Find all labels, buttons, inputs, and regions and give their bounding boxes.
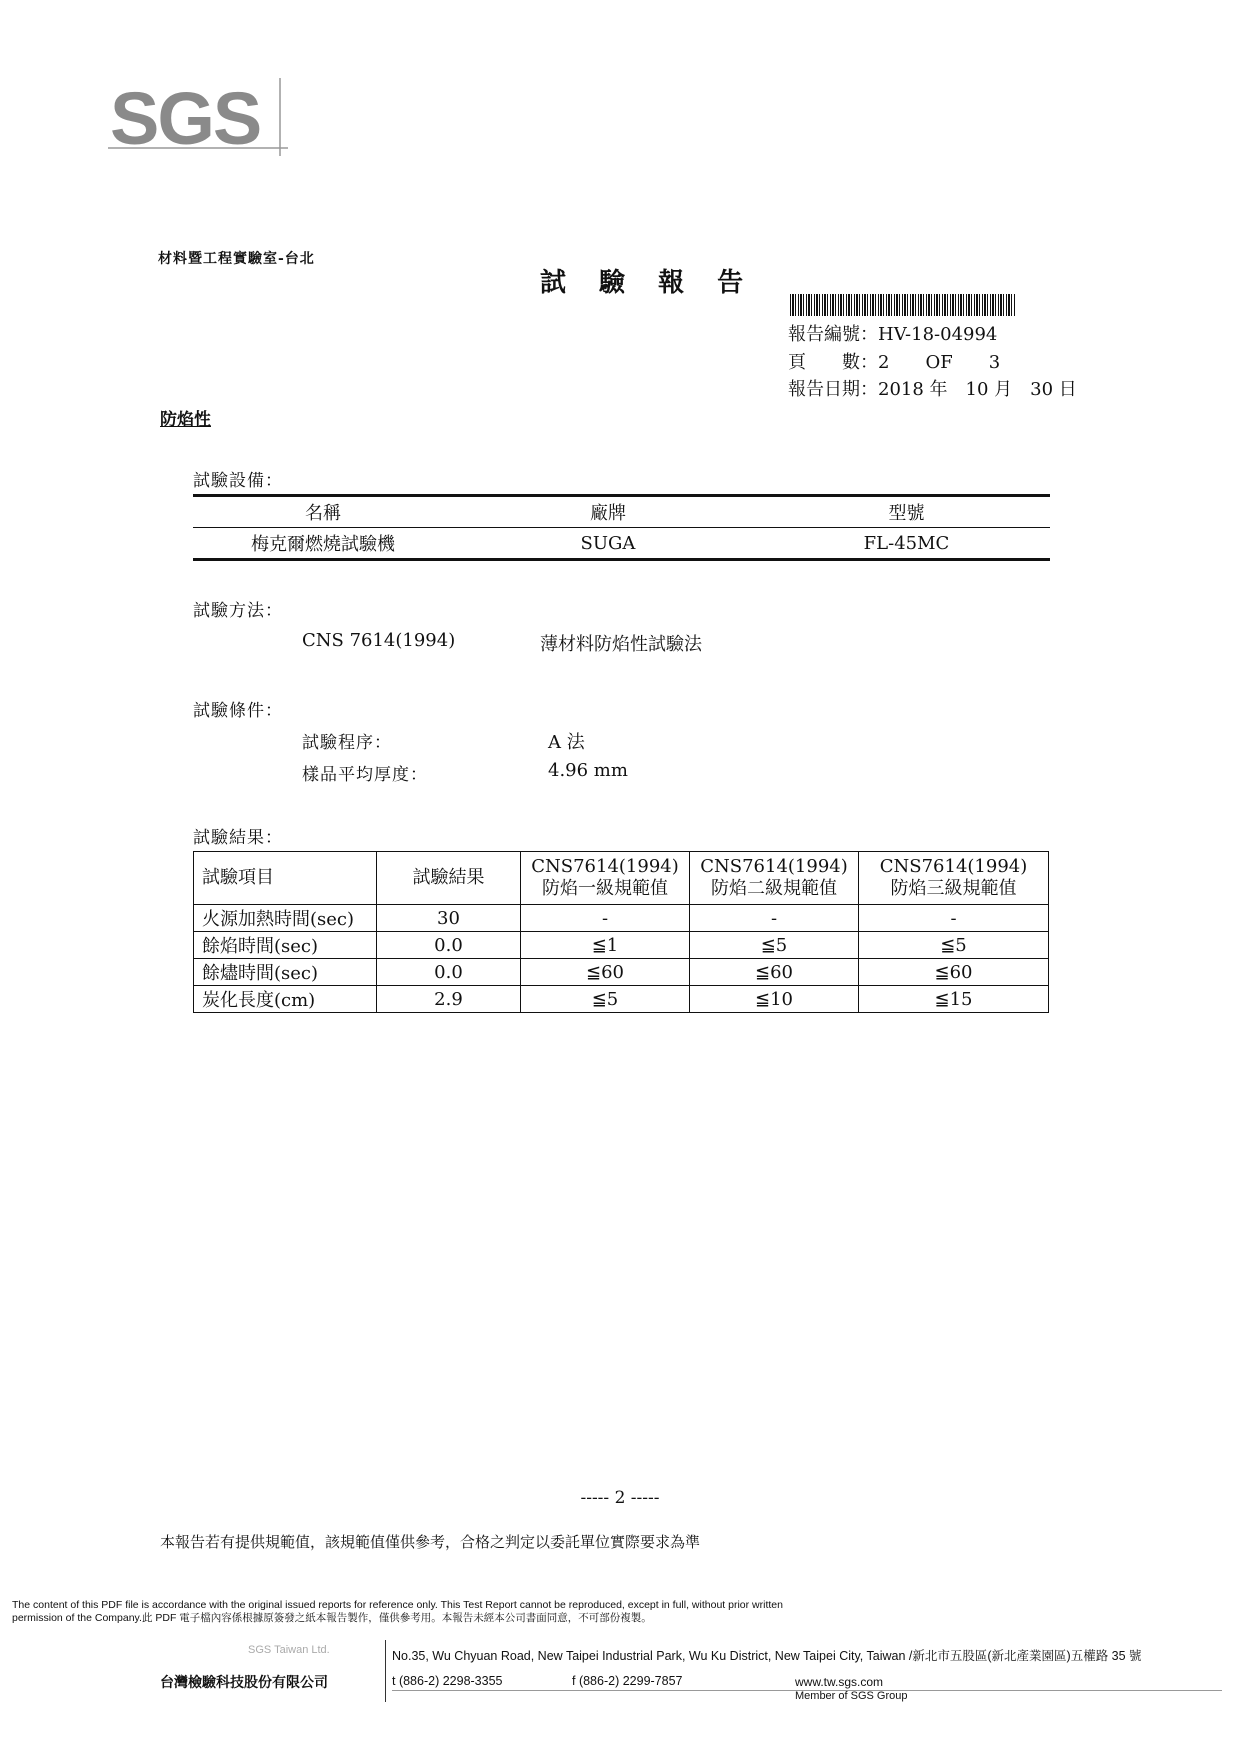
equipment-header-name: 名稱 bbox=[193, 496, 453, 528]
results-header-class1 bbox=[521, 852, 690, 905]
procedure-label: 試驗程序： bbox=[302, 733, 392, 753]
equipment-header-brand: 廠牌 bbox=[453, 496, 763, 528]
method-name: 薄材料防焰性試驗法 bbox=[540, 634, 702, 655]
thickness-label: 樣品平均厚度： bbox=[302, 765, 428, 785]
result-item: 餘燼時間(sec) bbox=[194, 959, 377, 986]
legal-notice bbox=[12, 1599, 783, 1625]
equipment-header-model: 型號 bbox=[763, 496, 1050, 528]
result-value: 0.0 bbox=[377, 959, 521, 986]
page-number: ----- 2 ----- bbox=[580, 1488, 660, 1508]
result-value: 30 bbox=[377, 905, 521, 932]
sgs-logo bbox=[108, 78, 288, 158]
legal-line-2: permission of the Company.此 PDF 電子檔內容係根據原簽發之紙本報告製作，僅供參考用。本報告未經本公司書面同意，不可部份複製。 bbox=[12, 1612, 652, 1624]
table-row bbox=[194, 986, 1049, 1013]
class3-standard: CNS7614(1994) bbox=[879, 856, 1028, 877]
class1-value: ≦60 bbox=[521, 959, 690, 986]
company-website[interactable]: www.tw.sgs.com bbox=[795, 1675, 884, 1689]
class2-standard: CNS7614(1994) bbox=[700, 856, 848, 877]
results-header-class2 bbox=[690, 852, 859, 905]
company-name-zh: 台灣檢驗科技股份有限公司 bbox=[160, 1675, 328, 1691]
equipment-table bbox=[193, 494, 1050, 561]
result-item: 火源加熱時間(sec) bbox=[194, 905, 377, 932]
class1-value: ≦1 bbox=[521, 932, 690, 959]
company-name-en: SGS Taiwan Ltd. bbox=[248, 1644, 330, 1656]
svg-text:SGS: SGS bbox=[110, 78, 261, 158]
result-value: 2.9 bbox=[377, 986, 521, 1013]
member-text: Member of SGS Group bbox=[795, 1690, 908, 1702]
class1-label: 防焰一級規範值 bbox=[542, 878, 668, 899]
table-row bbox=[194, 932, 1049, 959]
procedure-value: A 法 bbox=[548, 732, 585, 753]
results-table bbox=[193, 851, 1049, 1013]
page-count: 頁 數：2 OF 3 bbox=[788, 352, 1001, 373]
result-item: 炭化長度(cm) bbox=[194, 986, 377, 1013]
legal-line-1: The content of this PDF file is accordance with the original issued reports for reference only. This Test Report cannot be reproduced, except in full, without prior written bbox=[12, 1599, 783, 1611]
results-label: 試驗結果： bbox=[193, 828, 283, 848]
disclaimer: 本報告若有提供規範值，該規範值僅供參考，合格之判定以委託單位實際要求為準 bbox=[160, 1533, 701, 1551]
class2-value: ≦5 bbox=[690, 932, 859, 959]
table-row bbox=[194, 905, 1049, 932]
class1-value: - bbox=[521, 905, 690, 932]
class3-label: 防焰三級規範值 bbox=[890, 878, 1017, 899]
class2-value: ≦10 bbox=[690, 986, 859, 1013]
class2-label: 防焰二級規範值 bbox=[711, 878, 837, 899]
company-fax: f (886-2) 2299-7857 bbox=[572, 1674, 683, 1688]
thickness-value: 4.96 mm bbox=[548, 760, 628, 781]
class3-value: ≦15 bbox=[859, 986, 1049, 1013]
footer-divider bbox=[385, 1640, 386, 1702]
class2-value: - bbox=[690, 905, 859, 932]
results-header-item: 試驗項目 bbox=[194, 852, 377, 905]
conditions-label: 試驗條件： bbox=[193, 701, 283, 721]
result-value: 0.0 bbox=[377, 932, 521, 959]
class3-value: ≦60 bbox=[859, 959, 1049, 986]
report-date: 報告日期：2018 年 10 月 30 日 bbox=[788, 379, 1077, 400]
method-label: 試驗方法： bbox=[193, 601, 283, 621]
report-number: 報告編號：HV-18-04994 bbox=[788, 324, 998, 345]
method-standard: CNS 7614(1994) bbox=[302, 630, 456, 651]
table-row bbox=[194, 959, 1049, 986]
equipment-model: FL-45MC bbox=[763, 528, 1050, 560]
equipment-label: 試驗設備： bbox=[193, 471, 283, 491]
lab-name: 材料暨工程實驗室-台北 bbox=[158, 251, 315, 267]
company-phone: t (886-2) 2298-3355 bbox=[392, 1674, 503, 1688]
class3-value: ≦5 bbox=[859, 932, 1049, 959]
equipment-brand: SUGA bbox=[453, 528, 763, 560]
barcode bbox=[790, 294, 1015, 316]
class3-value: - bbox=[859, 905, 1049, 932]
results-header-row bbox=[194, 852, 1049, 905]
result-item: 餘焰時間(sec) bbox=[194, 932, 377, 959]
class2-value: ≦60 bbox=[690, 959, 859, 986]
class1-value: ≦5 bbox=[521, 986, 690, 1013]
equipment-name: 梅克爾燃燒試驗機 bbox=[193, 528, 453, 560]
class1-standard: CNS7614(1994) bbox=[531, 856, 679, 877]
equipment-header-row bbox=[193, 496, 1050, 528]
sgs-logo-graphic bbox=[108, 78, 288, 158]
report-title: 試 驗 報 告 bbox=[540, 268, 756, 298]
section-title: 防焰性 bbox=[160, 410, 211, 430]
company-address: No.35, Wu Chyuan Road, New Taipei Industrial Park, Wu Ku District, New Taipei City, Taiwan /新北市五股區(新北產業園區)五權路 35 號 bbox=[392, 1649, 1142, 1663]
equipment-row bbox=[193, 528, 1050, 560]
results-header-class3 bbox=[859, 852, 1049, 905]
results-header-result: 試驗結果 bbox=[377, 852, 521, 905]
